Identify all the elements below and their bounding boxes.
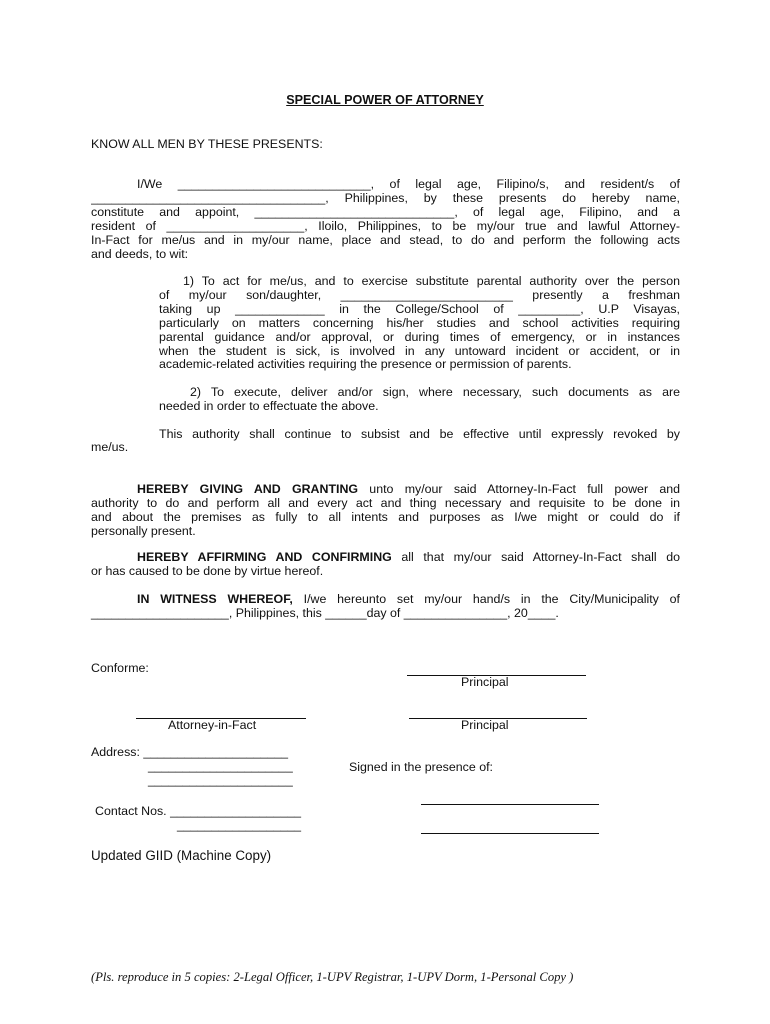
intro-line: __________________________________, Philippines, by these presents do hereby name, — [91, 192, 680, 205]
footer-copies-note: (Pls. reproduce in 5 copies: 2-Legal Officer, 1-UPV Registrar, 1-UPV Dorm, 1-Personal Copy ) — [91, 970, 574, 984]
item-1-line: academic-related activities requiring the presence or permission of parents. — [159, 357, 572, 371]
principal-label-2: Principal — [461, 718, 509, 732]
intro-line: I/We ____________________________, of legal age, Filipino/s, and resident/s of — [137, 178, 680, 191]
updated-giid-note: Updated GIID (Machine Copy) — [91, 848, 272, 863]
intro-line: resident of ____________________, Iloilo, Philippines, to be my/our true and lawful Attorney- — [91, 220, 680, 233]
witness-signature-line-1 — [421, 804, 599, 805]
item-1-line: when the student is sick, is involved in any untoward incident or accident, or in — [159, 345, 680, 358]
granting-line: authority to do and perform all and every act and thing necessary and requisite to be done in — [91, 497, 680, 510]
granting-line: personally present. — [91, 524, 196, 538]
intro-line: In-Fact for me/us and in my/our name, place and stead, to do and perform the following acts — [91, 234, 680, 247]
item-1-line: of my/our son/daughter, _________________________ presently a freshman — [159, 289, 680, 302]
greeting: KNOW ALL MEN BY THESE PRESENTS: — [91, 137, 323, 151]
item-1-line: parental guidance and/or approval, or during times of emergency, or in instances — [159, 331, 680, 344]
item-1-line: particularly on matters concerning his/her studies and school activities requiring — [159, 317, 680, 330]
affirming-text: all that my/our said Attorney-In-Fact shall do — [391, 551, 680, 564]
document-title: SPECIAL POWER OF ATTORNEY — [286, 93, 484, 107]
granting-line — [137, 483, 680, 497]
intro-line: and deeds, to wit: — [91, 247, 189, 261]
item-1-line: taking up _____________ in the College/School of _________, U.P Visayas, — [159, 303, 680, 316]
affirming-bold: HEREBY AFFIRMING AND CONFIRMING — [137, 551, 392, 564]
authority-line: This authority shall continue to subsist and be effective until expressly revoked by — [159, 428, 680, 441]
address-line-3: _____________________ — [148, 773, 293, 787]
granting-bold: HEREBY GIVING AND GRANTING — [137, 483, 359, 496]
witness-line — [137, 593, 680, 607]
item-2-line: needed in order to effectuate the above. — [159, 399, 379, 413]
address-line-2: _____________________ — [148, 759, 293, 773]
attorney-label: Attorney-in-Fact — [168, 718, 257, 732]
signed-in-presence-label: Signed in the presence of: — [349, 760, 493, 774]
conforme-label: Conforme: — [91, 661, 149, 675]
witness-line: ____________________, Philippines, this ______day of _______________, 20____. — [91, 606, 559, 620]
item-2-line: 2) To execute, deliver and/or sign, where necessary, such documents as are — [190, 386, 680, 399]
intro-line: constitute and appoint, _____________________________, of legal age, Filipino, and a — [91, 206, 680, 219]
witness-signature-line-2 — [421, 833, 599, 834]
principal-label-1: Principal — [461, 675, 509, 689]
item-1-line: 1) To act for me/us, and to exercise substitute parental authority over the person — [183, 275, 680, 288]
address-label: Address: _____________________ — [91, 745, 289, 759]
authority-line: me/us. — [91, 440, 129, 454]
contact-label: Contact Nos. ___________________ — [95, 804, 301, 818]
contact-line-2: __________________ — [177, 818, 302, 832]
witness-text: I/we hereunto set my/our hand/s in the City/Municipality of — [292, 593, 680, 606]
affirming-line — [137, 551, 680, 565]
granting-line: and about the premises as fully to all intents and purposes as I/we might or could do if — [91, 511, 680, 524]
granting-text: unto my/our said Attorney-In-Fact full power and — [358, 483, 680, 496]
witness-bold: IN WITNESS WHEREOF, — [137, 593, 293, 606]
affirming-line: or has caused to be done by virtue hereof. — [91, 564, 324, 578]
